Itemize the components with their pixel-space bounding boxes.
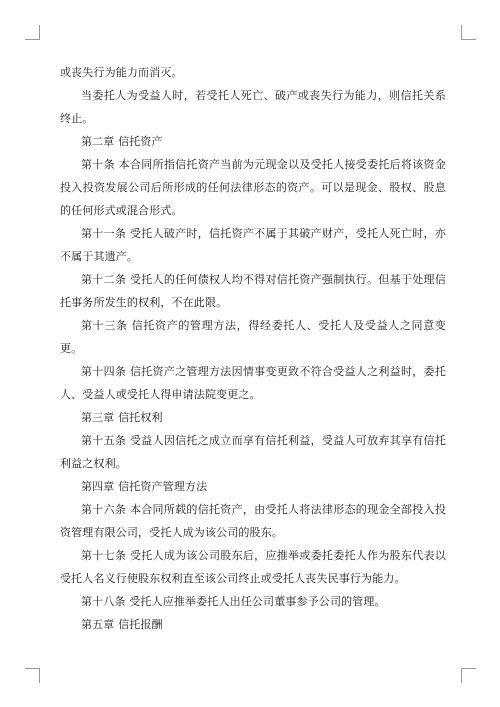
document-body [60, 61, 446, 636]
article-paragraph: 第十五条 受益人因信托之成立而享有信托利益，受益人可放弃其享有信托利益之权利。 [60, 434, 446, 470]
crop-mark-top-left [25, 25, 40, 40]
article-paragraph: 第十四条 信托资产之管理方法因情事变更致不符合受益人之利益时，委托人、受益人或受托人得申请法院变更之。 [60, 365, 446, 401]
chapter-heading: 第二章 信托资产 [81, 135, 163, 148]
chapter-heading: 第四章 信托资产管理方法 [81, 480, 208, 493]
paragraph: 或丧失行为能力而消灭。 [60, 66, 183, 79]
crop-mark-top-right [461, 25, 476, 40]
chapter-heading: 第五章 信托报酬 [81, 618, 163, 631]
article-paragraph: 第十六条 本合同所载的信托资产，由受托人将法律形态的现金全部投入投资管理有限公司，受托人成为该公司的股东。 [60, 503, 446, 539]
article-paragraph: 第十二条 受托人的任何债权人均不得对信托资产强制执行。但基于处理信托事务所发生的权利，不在此限。 [60, 273, 446, 309]
article-paragraph: 第十八条 受托人应推举委托人出任公司董事参予公司的管理。 [81, 595, 386, 608]
article-paragraph: 第十七条 受托人成为该公司股东后，应推举或委托委托人作为股东代表以受托人名义行使股东权利直至该公司终止或受托人丧失民事行为能力。 [60, 549, 446, 585]
chapter-heading: 第三章 信托权利 [81, 411, 163, 424]
article-paragraph: 第十三条 信托资产的管理方法，得经委托人、受托人及受益人之同意变更。 [60, 319, 446, 355]
article-paragraph: 第十一条 受托人破产时，信托资产不属于其破产财产，受托人死亡时，亦不属于其遗产。 [60, 227, 446, 263]
paragraph: 当委托人为受益人时，若受托人死亡、破产或丧失行为能力，则信托关系终止。 [60, 89, 446, 125]
crop-mark-bottom-left [25, 668, 40, 683]
crop-mark-bottom-right [461, 668, 476, 683]
article-paragraph: 第十条 本合同所指信托资产当前为元现金以及受托人接受委托后将该资金投入投资发展公司后所形成的任何法律形态的资产。可以是现金、股权、股息的任何形式或混合形式。 [60, 158, 446, 217]
